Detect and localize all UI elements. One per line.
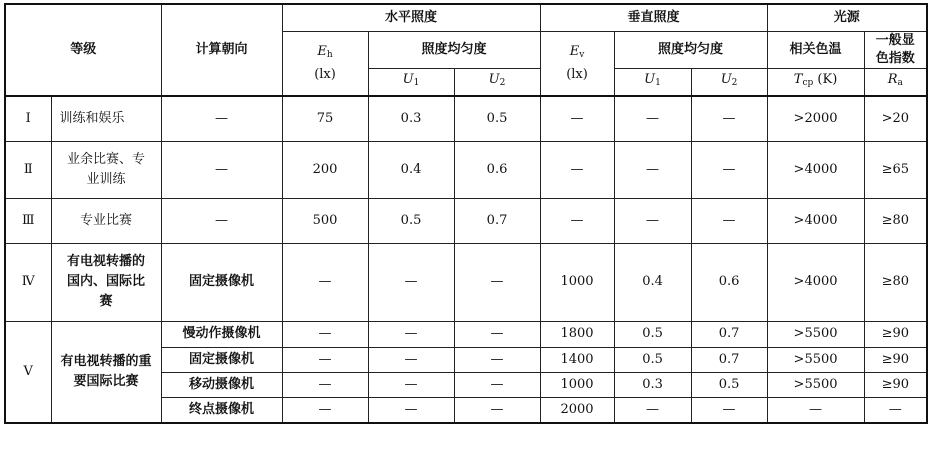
- u1v-cell: —: [614, 198, 691, 243]
- eh-cell: 500: [282, 198, 368, 243]
- u2v-cell: —: [691, 96, 767, 141]
- ev-unit: (lx): [566, 66, 588, 82]
- table-row: [5, 198, 927, 243]
- eh-cell: —: [282, 372, 368, 397]
- u2v-cell: 0.7: [691, 321, 767, 347]
- header-cri-symbol: $R_a$: [864, 68, 927, 96]
- header-u1-h: $U_1$: [368, 68, 454, 96]
- cri-cell: ≥65: [864, 141, 927, 198]
- u2h-cell: 0.7: [454, 198, 540, 243]
- cct-cell: —: [767, 397, 864, 423]
- ev-cell: 1400: [540, 347, 614, 372]
- direction-cell: —: [161, 96, 282, 141]
- header-uniformity-h: 照度均匀度: [368, 31, 540, 68]
- direction-cell: 慢动作摄像机: [161, 321, 282, 347]
- cct-cell: >2000: [767, 96, 864, 141]
- u1h-cell: 0.3: [368, 96, 454, 141]
- ev-cell: 1000: [540, 243, 614, 321]
- grade-cell: Ⅴ: [5, 321, 51, 423]
- grade-cell: Ⅰ: [5, 96, 51, 141]
- ev-cell: 1000: [540, 372, 614, 397]
- table-row: [5, 321, 927, 347]
- header-u2-v: $U_2$: [691, 68, 767, 96]
- direction-cell: —: [161, 198, 282, 243]
- cct-cell: >4000: [767, 243, 864, 321]
- u2h-cell: —: [454, 243, 540, 321]
- u1h-cell: —: [368, 347, 454, 372]
- grade-label: 有电视转播的重要国际比赛: [51, 321, 161, 423]
- u1v-cell: —: [614, 397, 691, 423]
- lighting-standards-table: [4, 3, 928, 424]
- cri-cell: ≥90: [864, 347, 927, 372]
- u1h-cell: —: [368, 372, 454, 397]
- cct-cell: >5500: [767, 321, 864, 347]
- grade-cell: Ⅱ: [5, 141, 51, 198]
- header-horizontal-illuminance: 水平照度: [282, 4, 540, 31]
- u2v-cell: 0.6: [691, 243, 767, 321]
- header-ev: [540, 31, 614, 96]
- u1h-cell: 0.5: [368, 198, 454, 243]
- ev-cell: 1800: [540, 321, 614, 347]
- cct-cell: >5500: [767, 347, 864, 372]
- cct-cell: >4000: [767, 141, 864, 198]
- cct-cell: >5500: [767, 372, 864, 397]
- grade-label: 训练和娱乐: [51, 96, 161, 141]
- eh-cell: 200: [282, 141, 368, 198]
- grade-cell: Ⅳ: [5, 243, 51, 321]
- header-cct-symbol: $T_{cp}$ (K): [767, 68, 864, 96]
- ev-cell: —: [540, 96, 614, 141]
- cri-cell: ≥90: [864, 321, 927, 347]
- eh-cell: —: [282, 397, 368, 423]
- header-level: 等级: [5, 4, 161, 96]
- header-direction: 计算朝向: [161, 4, 282, 96]
- table-row: [5, 243, 927, 321]
- direction-cell: —: [161, 141, 282, 198]
- u2v-cell: 0.5: [691, 372, 767, 397]
- ev-symbol: E: [569, 43, 580, 59]
- table-row: [5, 141, 927, 198]
- header-cri: [864, 31, 927, 68]
- eh-subscript: h: [326, 49, 333, 60]
- ev-cell: —: [540, 141, 614, 198]
- cri-line1: 一般显: [875, 32, 915, 48]
- u2h-cell: —: [454, 321, 540, 347]
- ev-cell: —: [540, 198, 614, 243]
- ev-subscript: v: [579, 49, 585, 60]
- cri-cell: ≥80: [864, 198, 927, 243]
- u2v-cell: —: [691, 141, 767, 198]
- header-uniformity-v: 照度均匀度: [614, 31, 767, 68]
- cri-cell: —: [864, 397, 927, 423]
- u2h-cell: —: [454, 347, 540, 372]
- u2v-cell: —: [691, 397, 767, 423]
- header-u2-h: $U_2$: [454, 68, 540, 96]
- header-eh: [282, 31, 368, 96]
- u2h-cell: 0.5: [454, 96, 540, 141]
- u2h-cell: —: [454, 372, 540, 397]
- cct-cell: >4000: [767, 198, 864, 243]
- header-cct: 相关色温: [767, 31, 864, 68]
- u1v-cell: —: [614, 96, 691, 141]
- direction-cell: 终点摄像机: [161, 397, 282, 423]
- header-u1-v: $U_1$: [614, 68, 691, 96]
- eh-symbol: E: [317, 43, 327, 59]
- ev-cell: 2000: [540, 397, 614, 423]
- grade-label: 有电视转播的国内、国际比赛: [51, 243, 161, 321]
- u1v-cell: 0.5: [614, 347, 691, 372]
- header-vertical-illuminance: 垂直照度: [540, 4, 767, 31]
- u1h-cell: —: [368, 397, 454, 423]
- cri-cell: ≥90: [864, 372, 927, 397]
- u1v-cell: 0.4: [614, 243, 691, 321]
- eh-cell: —: [282, 321, 368, 347]
- u1h-cell: —: [368, 243, 454, 321]
- eh-cell: —: [282, 243, 368, 321]
- u2h-cell: —: [454, 397, 540, 423]
- u1v-cell: 0.3: [614, 372, 691, 397]
- u1h-cell: —: [368, 321, 454, 347]
- table-row: [5, 96, 927, 141]
- u2h-cell: 0.6: [454, 141, 540, 198]
- u1v-cell: 0.5: [614, 321, 691, 347]
- eh-unit: (lx): [314, 66, 336, 82]
- header-light-source: 光源: [767, 4, 927, 31]
- cri-cell: ≥80: [864, 243, 927, 321]
- eh-cell: —: [282, 347, 368, 372]
- direction-cell: 固定摄像机: [161, 347, 282, 372]
- grade-label: 业余比赛、专业训练: [51, 141, 161, 198]
- cri-cell: >20: [864, 96, 927, 141]
- grade-cell: Ⅲ: [5, 198, 51, 243]
- direction-cell: 固定摄像机: [161, 243, 282, 321]
- u1v-cell: —: [614, 141, 691, 198]
- eh-cell: 75: [282, 96, 368, 141]
- u2v-cell: —: [691, 198, 767, 243]
- cri-line2: 色指数: [875, 50, 915, 66]
- direction-cell: 移动摄像机: [161, 372, 282, 397]
- u1h-cell: 0.4: [368, 141, 454, 198]
- u2v-cell: 0.7: [691, 347, 767, 372]
- grade-label: 专业比赛: [51, 198, 161, 243]
